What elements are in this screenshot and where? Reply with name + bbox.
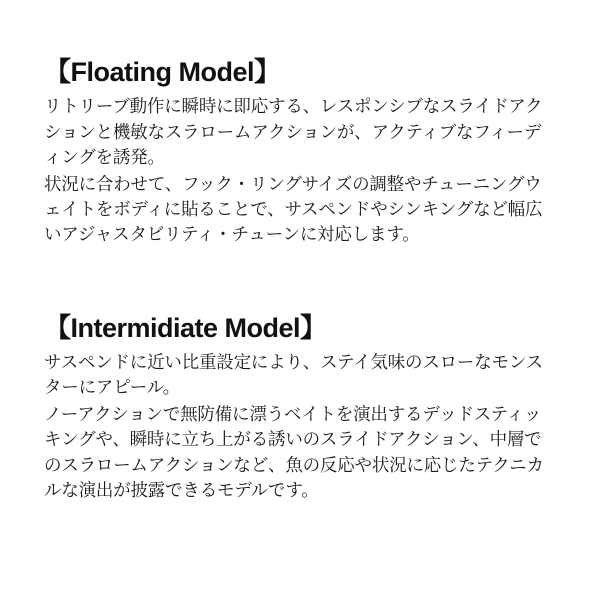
section-floating-model [44, 56, 556, 248]
paragraph-floating-2: 状況に合わせて、フック・リングサイズの調整やチューニングウェイトをボディに貼ることで、サスペンドやシンキングなど幅広いアジャスタビリティ・チューンに対応します。 [44, 173, 543, 245]
section-heading-floating-model: 【Floating Model】 [44, 57, 281, 87]
paragraph-floating-1: リトリーブ動作に瞬時に即応する、レスポンシブなスライドアクションと機敏なスラロームアクションが、アクティブなフィーディングを誘発。 [44, 96, 543, 168]
paragraph-intermidiate-1: サスペンドに近い比重設定により、ステイ気味のスローなモンスターにアピール。 [44, 352, 543, 398]
section-heading-intermidiate-model: 【Intermidiate Model】 [44, 312, 327, 343]
section-divider-space [44, 282, 556, 312]
paragraph-intermidiate-2: ノーアクションで無防備に漂うベイトを演出するデッドスティッキングや、瞬時に立ち上がる誘いのスライドアクション、中層でのスラロームアクションなど、魚の反応や状況に応じたテクニカルな演出が披露できるモデルです。 [44, 403, 544, 500]
section-intermidiate-model [44, 312, 556, 504]
